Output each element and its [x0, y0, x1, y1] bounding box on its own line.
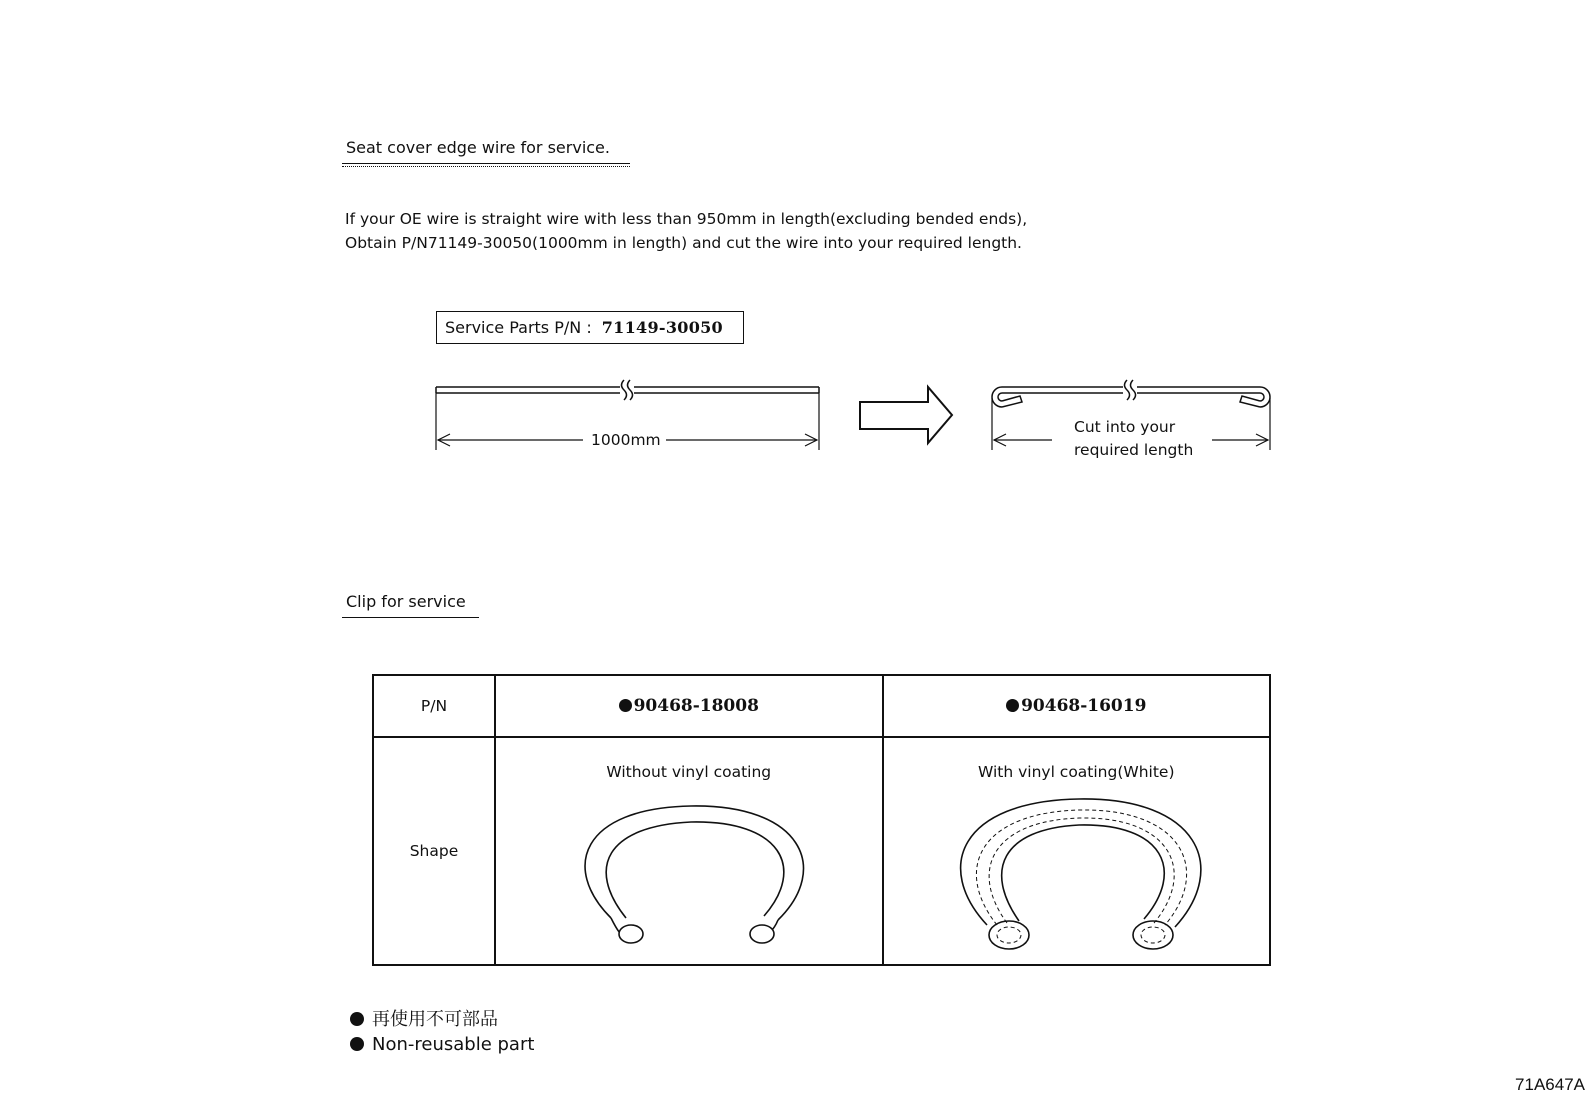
- pn-row: [373, 675, 1270, 737]
- non-reusable-dot-icon: [1006, 699, 1019, 712]
- clip-table: [372, 674, 1271, 966]
- wire-instructions-line-1: If your OE wire is straight wire with less than 950mm in length(excluding bended ends),: [345, 210, 1028, 228]
- non-reusable-dot-icon: [619, 699, 632, 712]
- clip-uncoated-icon: [556, 798, 836, 968]
- wire-section-title: Seat cover edge wire for service.: [346, 138, 610, 157]
- service-parts-number: 71149-30050: [601, 318, 723, 337]
- shape-row-label: Shape: [373, 737, 495, 965]
- legend-english: [350, 1032, 534, 1057]
- legend: [350, 1007, 534, 1057]
- shape-row: [373, 737, 1270, 965]
- length-label: 1000mm: [591, 431, 661, 449]
- clip-2-part-number: 90468-16019: [1021, 696, 1147, 716]
- clip-1-description: Without vinyl coating: [606, 763, 772, 781]
- legend-japanese: [350, 1007, 534, 1032]
- clip-1-shape-cell: [495, 737, 883, 965]
- cut-label-line-1: Cut into your: [1074, 418, 1176, 436]
- clip-section-title: Clip for service: [346, 592, 466, 611]
- non-reusable-dot-icon: [350, 1012, 364, 1026]
- figure-code: 71A647A: [1515, 1075, 1585, 1094]
- pn-row-label: P/N: [373, 675, 495, 737]
- service-parts-label: Service Parts P/N :: [445, 318, 592, 337]
- cut-label-line-2: required length: [1074, 441, 1194, 459]
- straight-wire-illustration: [436, 380, 819, 400]
- clip-vinyl-coated-icon: [939, 793, 1229, 973]
- clip-2-shape-cell: [883, 737, 1271, 965]
- non-reusable-dot-icon: [350, 1037, 364, 1051]
- bent-wire-illustration: [992, 380, 1270, 407]
- legend-english-text: Non-reusable part: [372, 1034, 535, 1055]
- clip-title-underline: [342, 617, 479, 618]
- clip-2-description: With vinyl coating(White): [977, 763, 1175, 781]
- arrow-right-icon: [860, 387, 952, 443]
- clip-2-pn-cell: [883, 675, 1271, 737]
- legend-japanese-text: 再使用不可部品: [372, 1009, 498, 1030]
- wire-instructions-line-2: Obtain P/N71149-30050(1000mm in length) and cut the wire into your required length.: [345, 234, 1022, 252]
- clip-1-part-number: 90468-18008: [633, 696, 759, 716]
- clip-1-pn-cell: [495, 675, 883, 737]
